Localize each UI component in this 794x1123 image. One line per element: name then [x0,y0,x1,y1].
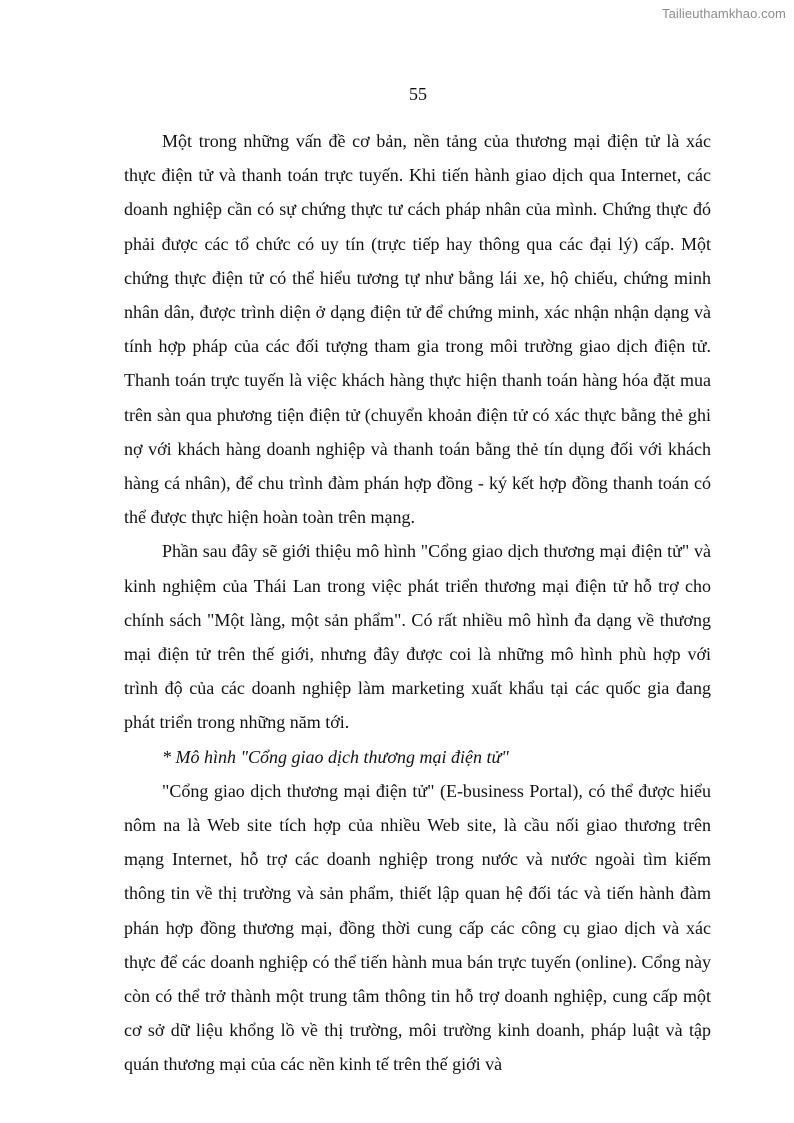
page-number: 55 [409,84,427,104]
paragraph-portal-definition: "Cổng giao dịch thương mại điện tử" (E-business Portal), có thể được hiểu nôm na là Web site tích hợp của nhiều Web site, là cầu nối giao thương trên mạng Internet, hỗ trợ các doanh nghiệp trong nước và nước ngoài tìm kiếm thông tin về thị trường và sản phẩm, thiết lập quan hệ đối tác và tiến hành đàm phán hợp đồng thương mại, đồng thời cung cấp các công cụ giao dịch và xác thực để các doanh nghiệp có thể tiến hành mua bán trực tuyến (online). Cổng này còn có thể trở thành một trung tâm thông tin hỗ trợ doanh nghiệp, cung cấp một cơ sở dữ liệu khổng lồ về thị trường, môi trường kinh doanh, pháp luật và tập quán thương mại của các nền kinh tế trên thế giới và [124,780,711,1075]
paragraph-introduction: Phần sau đây sẽ giới thiệu mô hình "Cổng giao dịch thương mại điện tử" và kinh nghiệm của Thái Lan trong việc phát triển thương mại điện tử hỗ trợ cho chính sách "Một làng, một sản phẩm". Có rất nhiều mô hình đa dạng về thương mại điện tử trên thế giới, nhưng đây được coi là những mô hình phù hợp với trình độ của các doanh nghiệp làm marketing xuất khẩu tại các quốc gia đang phát triển trong những năm tới. [124,541,711,733]
watermark: Tailieuthamkhao.com [661,6,786,21]
paragraph-e-authentication: Một trong những vấn đề cơ bản, nền tảng của thương mại điện tử là xác thực điện tử và thanh toán trực tuyến. Khi tiến hành giao dịch qua Internet, các doanh nghiệp cần có sự chứng thực tư cách pháp nhân của mình. Chứng thực đó phải được các tổ chức có uy tín (trực tiếp hay thông qua các đại lý) cấp. Một chứng thực điện tử có thể hiểu tương tự như bằng lái xe, hộ chiếu, chứng minh nhân dân, được trình diện ở dạng điện tử để chứng minh, xác nhận nhận dạng và tính hợp pháp của các đối tượng tham gia trong môi trường giao dịch điện tử. Thanh toán trực tuyến là việc khách hàng thực hiện thanh toán hàng hóa đặt mua trên sàn qua phương tiện điện tử (chuyển khoản điện tử có xác thực bằng thẻ ghi nợ với khách hàng doanh nghiệp và thanh toán bằng thẻ tín dụng đối với khách hàng cá nhân), để chu trình đàm phán hợp đồng - ký kết hợp đồng thanh toán có thể được thực hiện hoàn toàn trên mạng. [124,131,711,528]
section-heading: * Mô hình "Cổng giao dịch thương mại điện tử" [162,746,509,767]
body-text [124,124,711,1082]
